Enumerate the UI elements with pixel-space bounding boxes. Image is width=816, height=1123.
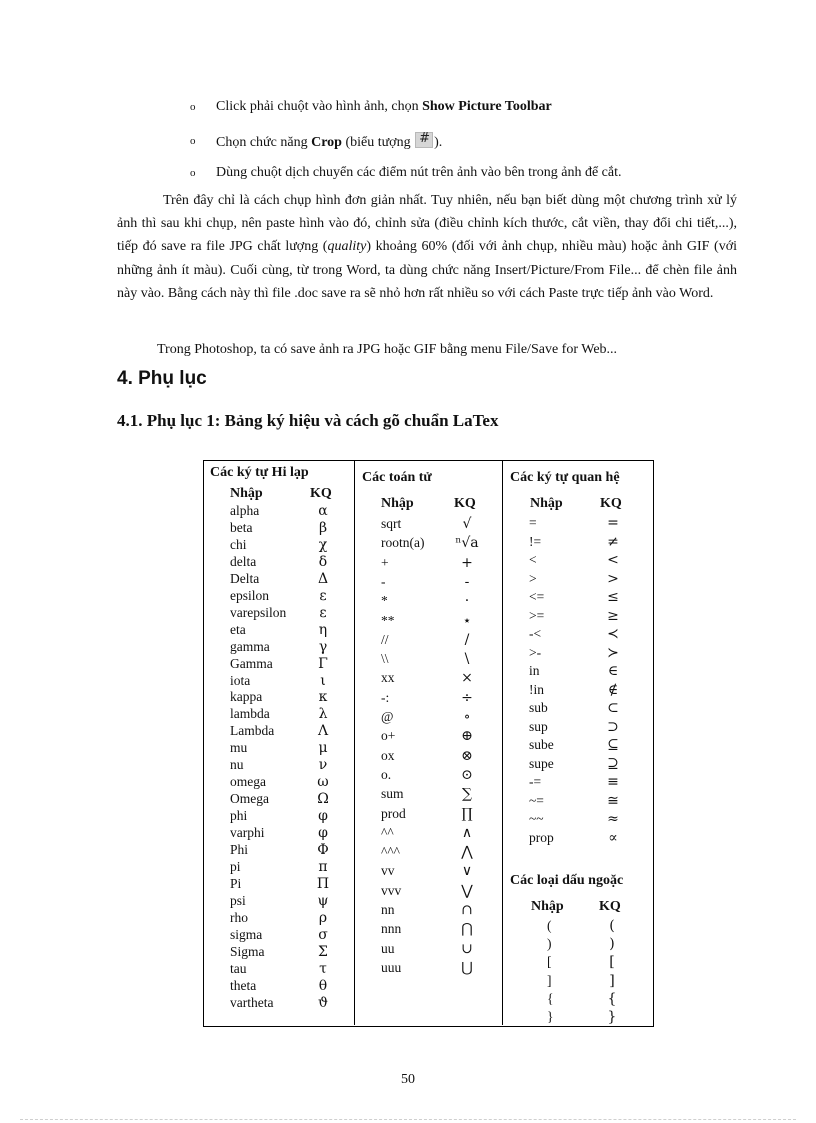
greek-input-cell: sigma — [230, 926, 263, 942]
relations-result-header: KQ — [600, 496, 622, 511]
operators-result-cell: ∨ — [461, 863, 473, 880]
greek-result-cell: κ — [318, 689, 328, 706]
relations-result-cell: > — [607, 570, 619, 587]
operators-result-cell: ∑ — [462, 786, 472, 803]
relations-input-cell: prop — [529, 829, 554, 845]
brackets-result-cell: ] — [609, 972, 615, 989]
bullet-bold-text: Show Picture Toolbar — [422, 99, 552, 114]
greek-input-cell: vartheta — [230, 994, 274, 1010]
operators-result-cell: × — [461, 670, 473, 687]
operators-input-cell: vvv — [381, 882, 402, 898]
bullet-text: Dùng chuột dịch chuyển các điểm nút trên ảnh vào bên trong ảnh để cắt. — [216, 165, 622, 180]
brackets-result-header: KQ — [599, 899, 621, 914]
greek-result-cell: α — [318, 503, 328, 519]
relations-input-cell: < — [529, 552, 537, 567]
relations-result-cell: ≡ — [607, 774, 619, 790]
operators-input-cell: uuu — [381, 959, 402, 975]
greek-result-cell: δ — [318, 553, 328, 570]
operators-result-cell: ⁿ√a — [455, 535, 479, 552]
brackets-result-cell: [ — [609, 954, 615, 971]
relations-result-cell: ≈ — [607, 811, 619, 827]
greek-result-cell: η — [318, 621, 328, 638]
operators-result-cell: ∧ — [461, 824, 473, 841]
greek-input-cell: delta — [230, 553, 257, 569]
column-divider — [354, 460, 355, 1025]
operators-input-cell: -: — [381, 689, 390, 705]
relations-result-cell: ≤ — [607, 589, 619, 605]
operators-result-cell: ∘ — [463, 709, 471, 725]
bullet-bold-text: Crop — [311, 135, 342, 150]
operators-input-cell: ^^ — [381, 824, 394, 840]
relations-input-cell: !in — [529, 681, 544, 697]
relations-result-cell: ∉ — [607, 681, 619, 698]
bullet-mark: o — [190, 101, 196, 113]
operators-input-cell: @ — [381, 709, 394, 724]
greek-result-cell: Φ — [317, 842, 329, 858]
operators-result-cell: · — [464, 593, 470, 610]
operators-input-cell: sum — [381, 786, 404, 802]
bullet-mark: o — [190, 167, 196, 179]
operators-result-cell: ∏ — [461, 805, 473, 822]
greek-input-cell: omega — [230, 774, 266, 790]
brackets-result-cell: ) — [609, 936, 615, 953]
relations-input-cell: >- — [529, 644, 542, 660]
operators-result-cell: \ — [464, 651, 470, 668]
operators-result-cell: ∪ — [461, 940, 473, 957]
relations-input-cell: >= — [529, 607, 545, 623]
greek-input-cell: mu — [230, 740, 248, 756]
operators-input-cell: sqrt — [381, 516, 402, 531]
operators-input-cell: ** — [381, 612, 395, 628]
operators-input-cell: prod — [381, 805, 406, 821]
greek-input-cell: Omega — [230, 791, 269, 807]
greek-input-cell: alpha — [230, 503, 260, 518]
operators-input-header: Nhập — [381, 496, 414, 511]
greek-result-cell: φ — [318, 808, 328, 825]
greek-input-cell: varphi — [230, 825, 265, 841]
relations-result-cell: ⊆ — [607, 737, 619, 753]
subsection-heading: 4.1. Phụ lục 1: Bảng ký hiệu và cách gõ chuẩn LaTex — [117, 411, 499, 430]
relations-input-cell: -= — [529, 774, 542, 789]
greek-result-cell: Ω — [317, 791, 329, 808]
relations-result-cell: ∈ — [607, 663, 619, 679]
greek-result-cell: Σ — [318, 943, 328, 960]
relations-result-cell: ⊂ — [607, 700, 619, 716]
operators-input-cell: rootn(a) — [381, 535, 425, 551]
relations-result-cell: ≅ — [607, 792, 619, 809]
greek-result-cell: ν — [318, 757, 328, 774]
operators-input-cell: + — [381, 554, 389, 570]
brackets-result-cell: ( — [609, 918, 615, 934]
relations-input-cell: > — [529, 570, 537, 586]
body-paragraph: Trên đây chỉ là cách chụp hình đơn giản nhất. Tuy nhiên, nếu bạn biết dùng một chương trình xử lý ảnh thì sau khi chụp, nên paste hình vào đó, chỉnh sửa (điều chỉnh kích thước, cắt viền, thay đổi chi tiết,...), tiếp đó save ra file JPG chất lượng (quality) khoảng 60% (đối với ảnh chụp, nhiều màu) hoặc ảnh GIF (với những ảnh ít màu). Cuối cùng, từ trong Word, ta dùng chức năng Insert/Picture/From File... để chèn file ảnh này vào. Bằng cách này thì file .doc save ra sẽ nhỏ hơn rất nhiều so với cách Paste trực tiếp ảnh vào Word. — [117, 193, 737, 301]
greek-result-cell: τ — [319, 960, 327, 977]
greek-input-cell: Gamma — [230, 655, 273, 671]
brackets-input-header: Nhập — [531, 899, 564, 914]
greek-input-cell: Pi — [230, 875, 242, 891]
brackets-input-cell: } — [547, 1009, 554, 1024]
greek-input-cell: eta — [230, 621, 246, 637]
page-bottom-rule — [20, 1119, 796, 1120]
body-paragraph: Trong Photoshop, ta có save ảnh ra JPG hoặc GIF bằng menu File/Save for Web... — [157, 342, 618, 357]
greek-input-cell: Delta — [230, 570, 260, 586]
greek-input-cell: nu — [230, 757, 244, 773]
relations-input-cell: supe — [529, 755, 554, 771]
greek-result-cell: ι — [320, 672, 326, 689]
greek-result-cell: ψ — [317, 892, 329, 909]
greek-result-cell: χ — [318, 536, 328, 553]
greek-input-cell: kappa — [230, 689, 263, 705]
bullet-text: ). — [434, 135, 443, 150]
relations-input-cell: ~= — [529, 792, 544, 808]
greek-column-title: Các ký tự Hi lạp — [210, 465, 309, 480]
greek-input-header: Nhập — [230, 486, 263, 501]
operators-result-cell: + — [461, 554, 473, 571]
relations-result-cell: ≥ — [607, 607, 619, 624]
greek-result-cell: ϑ — [317, 994, 328, 1011]
greek-input-cell: iota — [230, 672, 251, 688]
greek-result-cell: θ — [318, 977, 328, 994]
operators-result-cell: / — [464, 631, 470, 648]
brackets-result-cell: { — [607, 990, 617, 1007]
greek-result-cell: ρ — [318, 909, 328, 926]
operators-result-cell: ⊗ — [461, 747, 473, 764]
relations-result-cell: ≻ — [607, 644, 619, 661]
brackets-input-cell: ] — [547, 972, 552, 988]
relations-input-cell: sup — [529, 718, 548, 734]
operators-result-cell: ⋁ — [461, 882, 473, 899]
operators-result-cell: ⋆ — [462, 612, 472, 629]
column-divider — [502, 460, 503, 1025]
greek-result-cell: λ — [318, 706, 328, 723]
greek-input-cell: tau — [230, 960, 247, 976]
greek-input-cell: rho — [230, 909, 248, 925]
operators-column-title: Các toán tử — [362, 470, 432, 485]
relations-input-cell: = — [529, 515, 537, 530]
operators-input-cell: // — [381, 631, 389, 647]
greek-result-cell: π — [318, 858, 328, 875]
greek-input-cell: chi — [230, 536, 247, 552]
greek-input-cell: epsilon — [230, 587, 269, 603]
operators-result-cell: ÷ — [461, 689, 473, 706]
relations-input-cell: -< — [529, 626, 542, 641]
brackets-input-cell: ) — [547, 936, 552, 952]
operators-input-cell: \\ — [381, 651, 389, 667]
bullet-text: Chọn chức năng — [216, 135, 312, 150]
greek-input-cell: varepsilon — [230, 604, 287, 620]
greek-input-cell: gamma — [230, 638, 270, 654]
operators-result-cell: ⊙ — [461, 766, 473, 783]
greek-result-cell: φ — [318, 825, 328, 842]
greek-result-cell: ω — [317, 774, 329, 791]
relations-input-header: Nhập — [530, 496, 563, 511]
relations-input-cell: ~~ — [529, 811, 544, 826]
greek-result-cell: Γ — [318, 655, 328, 672]
page-number: 50 — [401, 1072, 415, 1087]
bullet-text: Click phải chuột vào hình ảnh, chọn — [216, 99, 423, 114]
greek-result-cell: μ — [318, 740, 328, 757]
operators-input-cell: nnn — [381, 921, 402, 937]
operators-result-cell: - — [464, 573, 470, 590]
operators-input-cell: - — [381, 573, 386, 589]
operators-result-cell: ∩ — [461, 902, 473, 918]
greek-input-cell: Lambda — [230, 723, 275, 739]
greek-result-cell: σ — [318, 926, 328, 943]
table-border — [203, 460, 654, 1027]
operators-input-cell: uu — [381, 940, 395, 956]
greek-result-cell: β — [318, 519, 328, 536]
greek-result-cell: γ — [318, 638, 328, 655]
brackets-input-cell: [ — [547, 954, 552, 970]
greek-input-cell: pi — [230, 858, 241, 874]
operators-result-cell: ⋂ — [461, 921, 473, 938]
relations-column-title: Các ký tự quan hệ — [510, 470, 620, 485]
relations-result-cell: = — [607, 515, 619, 531]
relations-result-cell: ⊃ — [607, 718, 619, 735]
relations-result-cell: < — [607, 552, 619, 568]
relations-input-cell: != — [529, 533, 542, 549]
greek-result-cell: Λ — [317, 723, 329, 740]
greek-input-cell: theta — [230, 977, 257, 993]
operators-result-cell: √ — [462, 516, 472, 532]
operators-result-cell: ⊕ — [461, 728, 473, 745]
greek-result-cell: Π — [316, 875, 330, 892]
section-heading: 4. Phụ lục — [117, 368, 207, 389]
relations-input-cell: sube — [529, 737, 554, 752]
operators-result-header: KQ — [454, 496, 476, 511]
greek-input-cell: psi — [230, 892, 246, 908]
operators-input-cell: ox — [381, 747, 395, 763]
greek-input-cell: Phi — [230, 842, 249, 857]
greek-input-cell: beta — [230, 519, 253, 535]
crop-icon — [415, 132, 433, 148]
operators-input-cell: o+ — [381, 728, 396, 744]
operators-input-cell: vv — [381, 863, 395, 879]
relations-input-cell: sub — [529, 700, 548, 715]
operators-input-cell: nn — [381, 902, 395, 917]
relations-input-cell: <= — [529, 589, 545, 604]
relations-result-cell: ⊇ — [607, 755, 619, 772]
operators-result-cell: ⋃ — [461, 959, 473, 976]
brackets-title: Các loại dấu ngoặc — [510, 873, 624, 888]
brackets-input-cell: { — [547, 990, 554, 1006]
relations-result-cell: ≠ — [607, 533, 619, 550]
greek-result-header: KQ — [310, 486, 332, 501]
greek-result-cell: ε — [319, 604, 327, 621]
greek-input-cell: lambda — [230, 706, 270, 722]
bullet-mark: o — [190, 135, 196, 147]
operators-result-cell: ⋀ — [461, 844, 473, 861]
operators-input-cell: o. — [381, 766, 392, 782]
relations-input-cell: in — [529, 663, 540, 678]
operators-input-cell: * — [381, 593, 388, 609]
relations-result-cell: ≺ — [607, 626, 619, 642]
greek-input-cell: phi — [230, 808, 248, 824]
bullet-text: (biểu tượng — [341, 135, 415, 150]
brackets-result-cell: } — [607, 1009, 617, 1025]
brackets-input-cell: ( — [547, 918, 552, 933]
greek-result-cell: ε — [319, 587, 327, 604]
relations-result-cell: ∝ — [608, 829, 618, 846]
operators-input-cell: xx — [381, 670, 395, 686]
greek-result-cell: Δ — [317, 570, 329, 587]
greek-input-cell: Sigma — [230, 943, 265, 959]
operators-input-cell: ^^^ — [381, 844, 401, 860]
